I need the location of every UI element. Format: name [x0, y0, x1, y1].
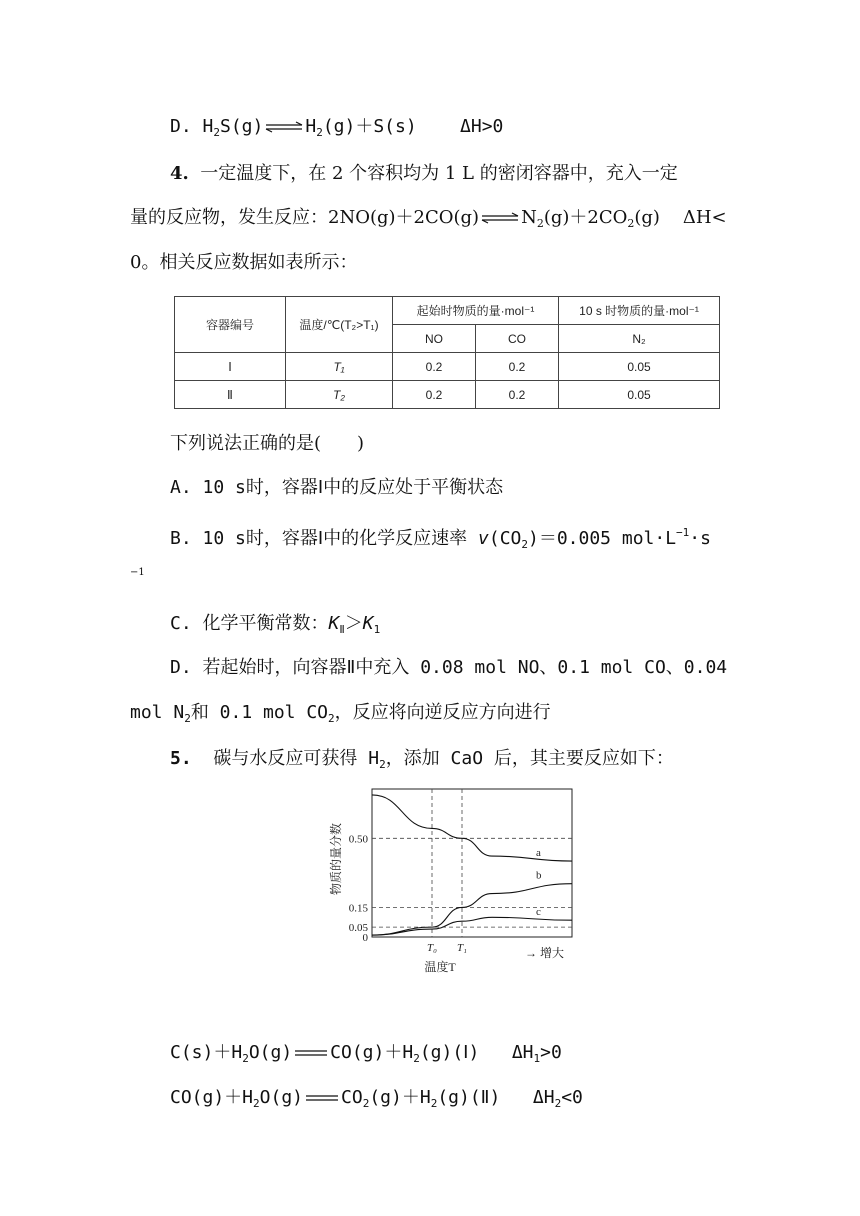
cell-n2: 0.05	[559, 353, 720, 381]
cell-no: 0.2	[393, 353, 476, 381]
y-tick-label: 0.05	[348, 922, 368, 935]
equilibrium-arrow-icon	[481, 212, 519, 224]
option-c: C. 化学平衡常数：$K_Ⅱ>K_1$	[170, 613, 381, 636]
header-10s-amount: 10 s 时物质的量·mol⁻¹	[559, 297, 720, 325]
option-b-continued: −1	[130, 567, 145, 578]
x-axis-arrow-label: → 增大	[525, 946, 565, 960]
equals-icon	[305, 1093, 339, 1103]
y-tick-label: 0.50	[348, 833, 368, 846]
series-line-a	[372, 795, 572, 861]
series-label-b: b	[536, 869, 542, 882]
cell-temperature: T₁	[286, 353, 393, 381]
y-tick-label: 0	[362, 932, 368, 944]
cell-temperature: T₂	[286, 381, 393, 409]
table-row	[175, 381, 720, 409]
question-4-line-1: 4. 一定温度下，在 2 个容积均为 1 L 的密闭容器中，充入一定	[170, 163, 678, 184]
option-d: D. 若起始时，向容器Ⅱ中充入 0.08 mol NO、0.1 mol CO、0.04	[170, 657, 728, 678]
equals-icon	[294, 1048, 328, 1058]
question-4-line-3: 0。相关反应数据如表所示：	[130, 252, 358, 273]
cell-container-id: Ⅱ	[175, 381, 286, 409]
option-b: B. 10 s时，容器Ⅰ中的化学反应速率 $v(CO_2)=0.005$ $mol\cdot L^{-1}\cdot s$	[170, 526, 711, 551]
x-tick-label: T₁	[457, 942, 467, 954]
x-tick-label: T₀	[427, 942, 437, 954]
subheader-co: CO	[476, 325, 559, 353]
question-5: 5. 碳与水反应可获得 $H_2$，添加 CaO 后，其主要反应如下：	[170, 748, 674, 771]
cell-no: 0.2	[393, 381, 476, 409]
reaction-data-table	[174, 296, 720, 409]
table-row	[175, 353, 720, 381]
cell-n2: 0.05	[559, 381, 720, 409]
x-axis-label: 温度T	[424, 960, 456, 974]
mole-fraction-chart	[320, 785, 580, 980]
series-line-c	[372, 917, 572, 935]
header-container: 容器编号	[175, 297, 286, 353]
series-label-a: a	[536, 847, 541, 860]
option-d-continued: mol $N_2$和 0.1 mol $CO_2$，反应将向逆反应方向进行	[130, 702, 551, 725]
question-4-ask: 下列说法正确的是( )	[170, 433, 365, 454]
cell-co: 0.2	[476, 353, 559, 381]
subheader-n2: N₂	[559, 325, 720, 353]
header-temperature: 温度/℃(T₂>T₁)	[286, 297, 393, 353]
cell-container-id: Ⅰ	[175, 353, 286, 381]
option-a: A. 10 s时，容器Ⅰ中的反应处于平衡状态	[170, 477, 504, 498]
y-tick-label: 0.15	[348, 902, 368, 915]
cell-co: 0.2	[476, 381, 559, 409]
subheader-no: NO	[393, 325, 476, 353]
series-label-c: c	[536, 906, 541, 919]
header-initial-amount: 起始时物质的量·mol⁻¹	[393, 297, 559, 325]
reaction-1: $C(s)+H_2O(g)$ $CO(g)+H_2(g)(Ⅰ)$ $\Delta H_1>0$	[170, 1042, 562, 1065]
equilibrium-arrow-icon	[265, 121, 303, 133]
option-d-q3: D. $H_2S(g)$ $H_2(g)+S(s)$ ΔH>0	[170, 116, 504, 139]
question-4-line-2: 量的反应物，发生反应：2NO(g)＋2CO(g) $N_2(g)+2CO_2(g)$ ΔH<	[130, 207, 727, 230]
y-axis-label: 物质的量分数	[329, 822, 343, 895]
reaction-2: $CO(g)+H_2O(g)$ $CO_2(g)+H_2(g)(Ⅱ)$ $\Delta H_2<0$	[170, 1087, 583, 1110]
